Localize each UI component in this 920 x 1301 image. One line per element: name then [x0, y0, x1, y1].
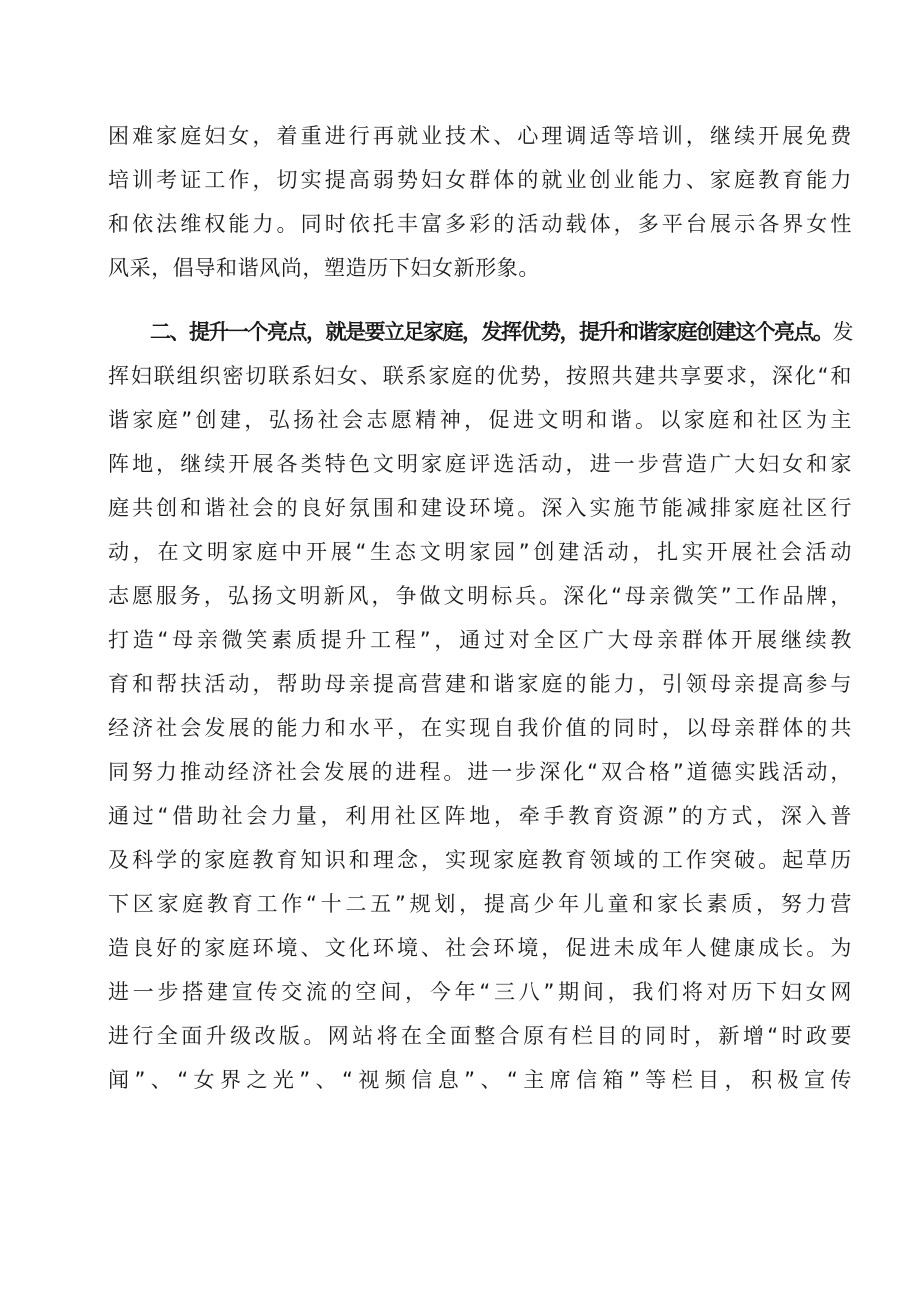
paragraph-1-line: 和依法维权能力。同时依托丰富多彩的活动载体，多平台展示各界女性	[108, 212, 852, 236]
paragraph-2-first-line	[108, 310, 852, 354]
paragraph-2-line: 谐家庭”创建，弘扬社会志愿精神，促进文明和谐。以家庭和社区为主	[108, 408, 852, 432]
paragraph-2-line: 同努力推动经济社会发展的进程。进一步深化“双合格”道德实践活动，	[108, 760, 852, 784]
paragraph-2	[108, 310, 852, 1102]
paragraph-2-first-line-tail: 发	[832, 320, 852, 344]
paragraph-2-line: 庭共创和谐社会的良好氛围和建设环境。深入实施节能减排家庭社区行	[108, 496, 852, 520]
paragraph-2-line: 育和帮扶活动，帮助母亲提高营建和谐家庭的能力，引领母亲提高参与	[108, 672, 852, 696]
paragraph-2-line: 打造“母亲微笑素质提升工程”，通过对全区广大母亲群体开展继续教	[108, 628, 852, 652]
paragraph-2-line: 经济社会发展的能力和水平，在实现自我价值的同时，以母亲群体的共	[108, 716, 852, 740]
paragraph-1-line: 风采，倡导和谐风尚，塑造历下妇女新形象。	[108, 256, 540, 280]
paragraph-1	[108, 114, 852, 290]
paragraph-2-line: 造良好的家庭环境、文化环境、社会环境，促进未成年人健康成长。为	[108, 936, 852, 960]
paragraph-1-line: 培训考证工作，切实提高弱势妇女群体的就业创业能力、家庭教育能力	[108, 168, 852, 192]
paragraph-2-line: 及科学的家庭教育知识和理念，实现家庭教育领域的工作突破。起草历	[108, 848, 852, 872]
paragraph-2-line: 下区家庭教育工作“十二五”规划，提高少年儿童和家长素质，努力营	[108, 892, 852, 916]
section-heading: 二、提升一个亮点，就是要立足家庭，发挥优势，提升和谐家庭创建这个亮点。	[150, 320, 833, 344]
paragraph-2-line: 通过“借助社会力量，利用社区阵地，牵手教育资源”的方式，深入普	[108, 804, 852, 828]
paragraph-2-line: 进一步搭建宣传交流的空间，今年“三八”期间，我们将对历下妇女网	[108, 980, 852, 1004]
paragraph-2-line: 动，在文明家庭中开展“生态文明家园”创建活动，扎实开展社会活动	[108, 540, 852, 564]
paragraph-2-line: 闻”、“女界之光”、“视频信息”、“主席信箱”等栏目，积极宣传	[108, 1068, 852, 1092]
paragraph-2-line: 志愿服务，弘扬文明新风，争做文明标兵。深化“母亲微笑”工作品牌，	[108, 584, 852, 608]
paragraph-2-line: 阵地，继续开展各类特色文明家庭评选活动，进一步营造广大妇女和家	[108, 452, 852, 476]
paragraph-2-line: 进行全面升级改版。网站将在全面整合原有栏目的同时，新增“时政要	[108, 1024, 852, 1048]
paragraph-2-line: 挥妇联组织密切联系妇女、联系家庭的优势，按照共建共享要求，深化“和	[108, 364, 852, 388]
paragraph-1-line: 困难家庭妇女，着重进行再就业技术、心理调适等培训，继续开展免费	[108, 124, 852, 148]
